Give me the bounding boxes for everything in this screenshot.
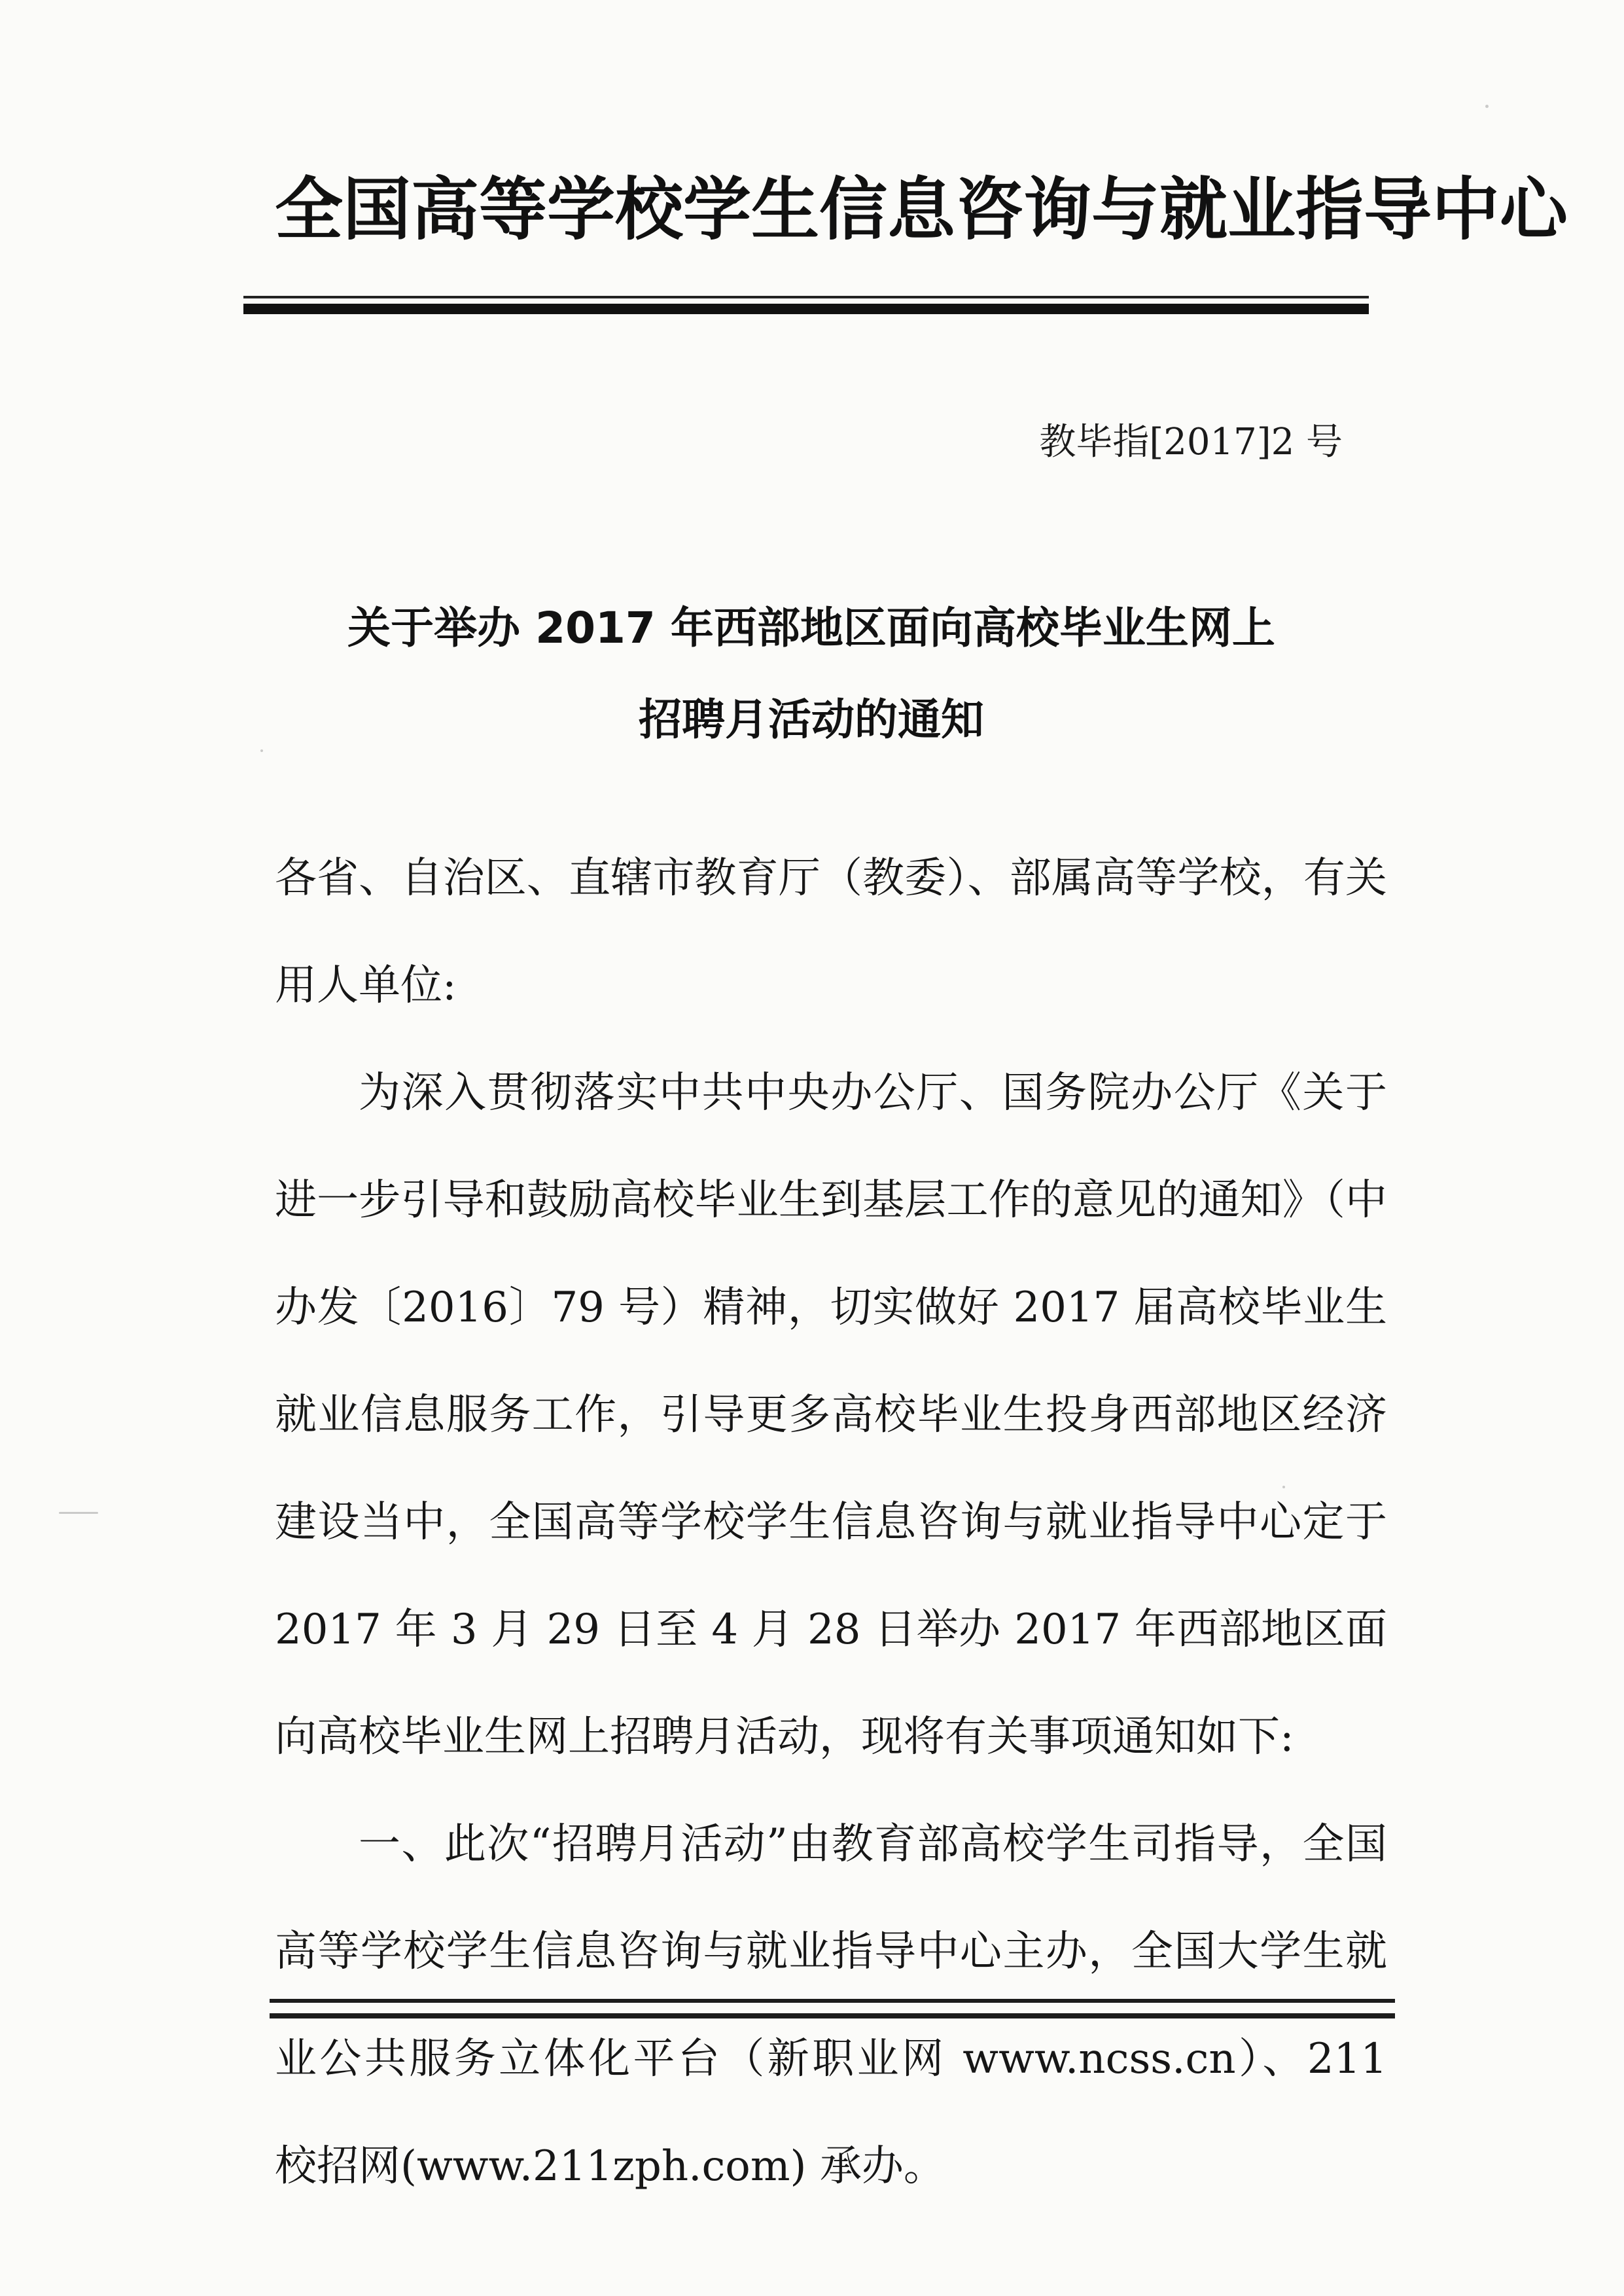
document-title [196,583,1426,766]
section-one-paragraph: 一、此次“招聘月活动”由教育部高校学生司指导，全国高等学校学生信息咨询与就业指导中心主办，全国大学生就业公共服务立体化平台（新职业网 www.ncss.cn）、211 校招网(www.211zph.com) 承办。 [275,1820,1387,2191]
footer-divider-upper-line [270,1999,1395,2003]
scan-speck [1282,1486,1285,1488]
footer-divider-lower-line [270,2013,1395,2018]
scan-speck [1485,105,1489,108]
letterhead-org-name: 全国高等学校学生信息咨询与就业指导中心 [275,170,1568,249]
intro-paragraph: 为深入贯彻落实中共中央办公厅、国务院办公厅《关于进一步引导和鼓励高校毕业生到基层工作的意见的通知》（中办发〔2016〕79 号）精神，切实做好 2017 届高校毕业生就业信息服务工作，引导更多高校毕业生投身西部地区经济建设当中，全国高等学校学生信息咨询与就业指导中心定于 2017 年 3 月 29 日至 4 月 28 日举办 2017 年西部地区面向高校毕业生网上招聘月活动，现将有关事项通知如下: [275,1069,1387,1761]
letterhead-divider-thin-line [243,296,1369,298]
document-title-line-2: 招聘月活动的通知 [639,694,984,745]
scan-speck [59,1512,98,1514]
document-title-line-1: 关于举办 2017 年西部地区面向高校毕业生网上 [347,603,1275,653]
salutation-paragraph: 各省、自治区、直辖市教育厅（教委）、部属高等学校，有关用人单位: [275,854,1387,1010]
scan-speck [260,749,263,752]
letterhead-divider [243,296,1369,314]
document-number: 教毕指[2017]2 号 [1039,421,1343,463]
footer-divider [270,1999,1395,2018]
letterhead-divider-thick-line [243,304,1369,314]
